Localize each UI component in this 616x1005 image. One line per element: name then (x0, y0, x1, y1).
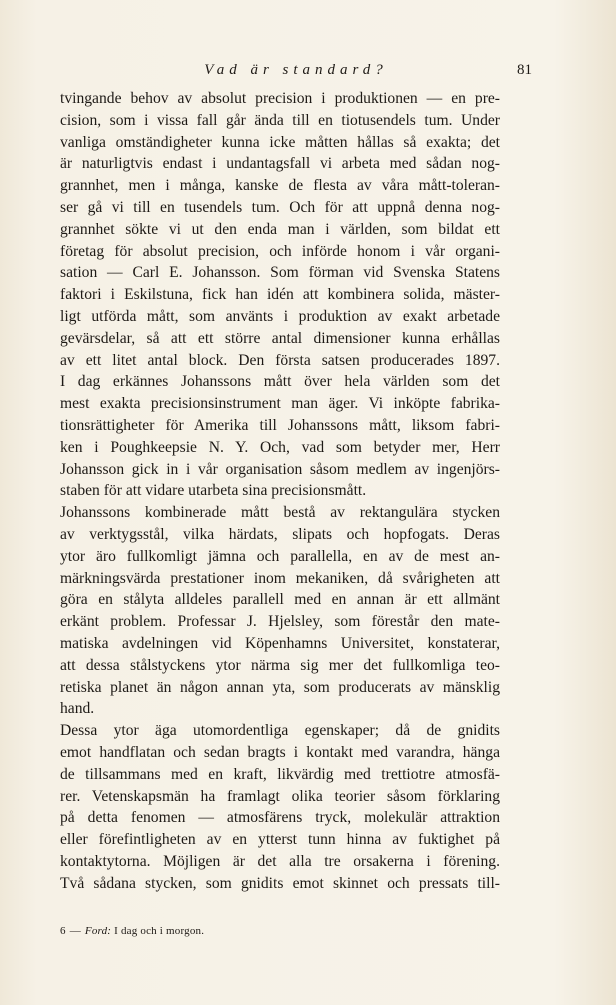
text-line: företag för absolut precision, och införde honom i vår organi- (60, 242, 500, 260)
text-line: cision, som i vissa fall går ända till en tiotusendels tum. Under (60, 111, 500, 129)
text-line: mest exakta precisionsinstrument man äger. Vi inköpte fabrika- (60, 395, 500, 413)
text-line: Dessa ytor äga utomordentliga egenskaper; då de gnidits (60, 722, 500, 740)
short-title: Ford: (84, 925, 112, 937)
signature-dash: — (69, 925, 81, 937)
text-line: Johansson gick in i vår organisation såsom medlem av ingenjörs- (60, 460, 500, 478)
text-line: erkänt problem. Professar J. Hjelsley, som förestår den mate- (60, 613, 500, 631)
text-line: staben för att vidare utarbeta sina precisionsmått. (60, 482, 367, 500)
page-header (60, 62, 532, 86)
text-line: Två sådana stycken, som gnidits emot skinnet och pressats till- (60, 874, 500, 892)
page-number: 81 (517, 62, 532, 78)
text-line: tvingande behov av absolut precision i produktionen — en pre- (60, 90, 500, 107)
text-line: göra en stålyta alldeles parallell med en annan är ett allmänt (60, 591, 500, 609)
text-line: grannhet, men i många, kanske de flesta av våra mått-toleran- (60, 177, 500, 195)
text-line: ligt utförda mått, som använts i produktion av exakt arbetade (60, 307, 500, 325)
text-line: tionsrättigheter för Amerika till Johanssons mått, liksom fabri- (60, 416, 500, 434)
text-line: Johanssons kombinerade mått bestå av rektangulära stycken (60, 504, 500, 522)
text-line: retiska planet än någon annan yta, som producerats av mänsklig (60, 678, 500, 696)
text-line: kontaktytorna. Möjligen är det alla tre orsakerna i förening. (60, 852, 500, 870)
text-line: på detta fenomen — atmosfärens tryck, molekulär attraktion (60, 809, 500, 827)
text-line: emot handflatan och sedan bragts i kontakt med varandra, hänga (60, 743, 500, 761)
text-line: sation — Carl E. Johansson. Som förman vid Svenska Statens (60, 264, 500, 282)
body-text (60, 88, 500, 894)
text-line: märkningsvärda prestationer inom mekaniken, då svårigheten att (60, 569, 500, 587)
text-line: att dessa stålstyckens ytor närma sig mer det fullkomliga teo- (60, 656, 500, 674)
text-line: eller förefintligheten av en ytterst tunn hinna av fuktighet på (60, 831, 500, 849)
text-line: matiska avdelningen vid Köpenhamns Universitet, konstaterar, (60, 634, 500, 652)
text-line: grannhet sökte vi ut den enda man i världen, som bildat ett (60, 220, 500, 238)
text-line: gevärsdelar, så att ett större antal dimensioner kunna erhållas (60, 329, 500, 347)
short-title-rest: I dag och i morgon. (114, 925, 205, 937)
text-line: rer. Vetenskapsmän ha framlagt olika teorier såsom förklaring (60, 787, 500, 805)
text-line: vanliga omständigheter kunna icke måtten hållas så exakta; det (60, 133, 500, 151)
text-line: av ett litet antal block. Den första satsen producerades 1897. (60, 351, 500, 369)
text-line: I dag erkännes Johanssons mått över hela världen som det (60, 373, 500, 391)
text-line: av verktygsstål, vilka härdats, slipats och hopfogats. Deras (60, 525, 500, 543)
footer-signature (60, 925, 204, 937)
text-line: ken i Poughkeepsie N. Y. Och, vad som betyder mer, Herr (60, 438, 500, 456)
text-line: är naturligtvis endast i undantagsfall vi arbeta med sådan nog- (60, 155, 500, 173)
signature-number: 6 (60, 925, 66, 937)
text-line: de tillsammans med en kraft, likvärdig med trettiotre atmosfä- (60, 765, 500, 783)
text-line: ytor äro fullkomligt jämna och parallella, en av de mest an- (60, 547, 500, 565)
text-line: ser gå vi till en tusendels tum. Och för att uppnå denna nog- (60, 198, 500, 216)
running-title: Vad är standard? (204, 62, 388, 78)
text-line: faktori i Eskilstuna, fick han idén att kombinera solida, mäster- (60, 286, 500, 304)
text-line: hand. (60, 700, 95, 718)
